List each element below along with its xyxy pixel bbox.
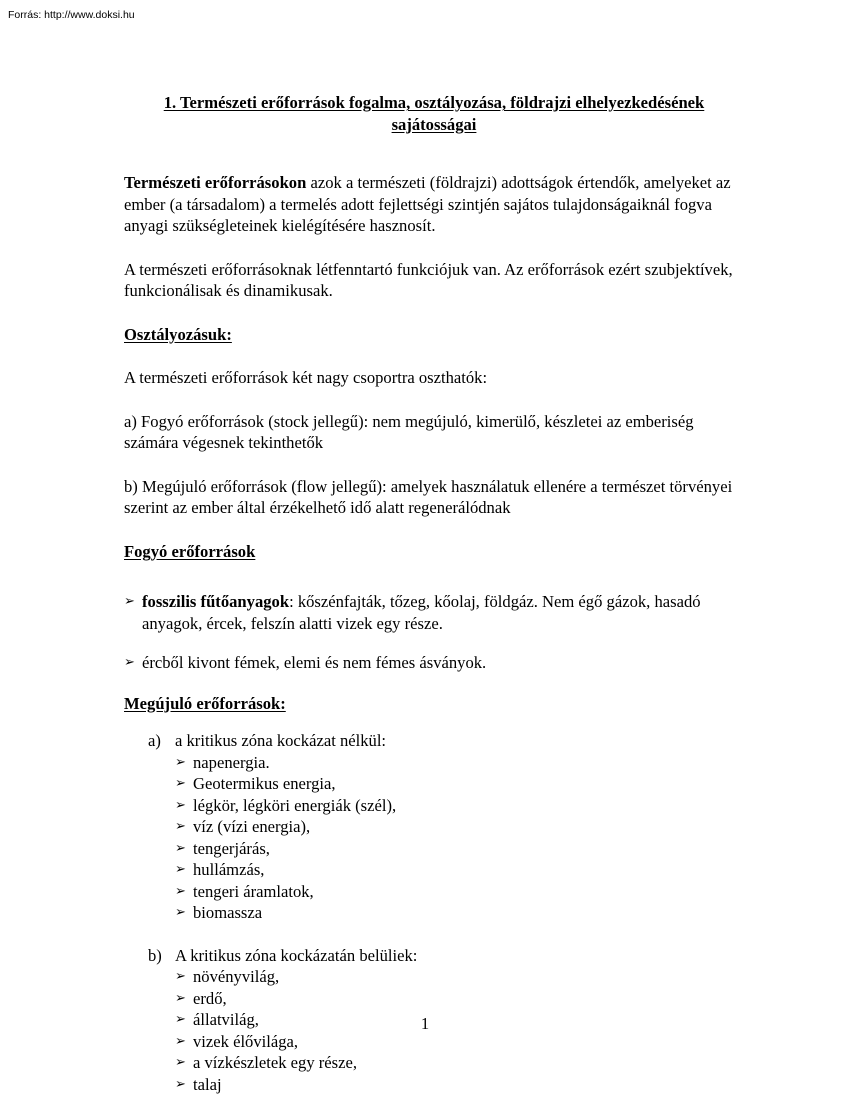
sub-item-label: tengeri áramlatok,: [193, 881, 314, 901]
list-item: [175, 902, 744, 924]
fossil-fuels-text: : kőszénfajták, tőzeg, kőolaj, földgáz. Nem égő gázok, hasadó anyagok, ércek, felszín alatti vizek egy része.: [142, 592, 701, 633]
list-item: [175, 859, 744, 881]
arrow-bullet-icon: ➢: [175, 1012, 186, 1027]
list-item: [175, 988, 744, 1010]
heading-classification-text: Osztályozásuk:: [124, 324, 232, 344]
sub-item-label: légkör, légköri energiák (szél),: [193, 795, 397, 815]
arrow-bullet-icon: ➢: [175, 797, 186, 813]
list-item: [175, 795, 744, 817]
fogyo-bullet-list: [124, 591, 744, 674]
page-title-line-2: sajátosságai: [391, 114, 477, 134]
arrow-bullet-icon: ➢: [175, 905, 186, 920]
fossil-fuels-bold-lead: fosszilis fűtőanyagok: [142, 592, 290, 611]
letter-marker-a: a): [148, 731, 161, 750]
arrow-bullet-icon: ➢: [124, 655, 135, 670]
arrow-bullet-icon: ➢: [175, 840, 186, 856]
arrow-bullet-icon: ➢: [175, 1076, 186, 1092]
sub-item-label: a vízkészletek egy része,: [193, 1053, 358, 1072]
list-item: [175, 773, 744, 795]
list-item: [175, 966, 744, 988]
group-a-label: a kritikus zóna kockázat nélkül:: [175, 731, 387, 750]
arrow-bullet-icon: ➢: [175, 990, 186, 1006]
sub-item-label: talaj: [193, 1074, 222, 1094]
list-item: [124, 591, 744, 634]
sub-item-label: biomassza: [193, 903, 263, 922]
arrow-bullet-icon: ➢: [175, 1055, 186, 1070]
intro-paragraph: [124, 172, 744, 237]
arrow-bullet-icon: ➢: [124, 594, 135, 609]
paragraph-3: A természeti erőforrások két nagy csoportra oszthatók:: [124, 368, 488, 387]
arrow-bullet-icon: ➢: [175, 883, 186, 899]
arrow-bullet-icon: ➢: [175, 969, 186, 984]
page-title-line-1: 1. Természeti erőforrások fogalma, osztályozása, földrajzi elhelyezkedésének: [163, 93, 705, 112]
list-item: [175, 752, 744, 774]
arrow-bullet-icon: ➢: [175, 776, 186, 791]
arrow-bullet-icon: ➢: [175, 862, 186, 877]
list-item: [175, 1052, 744, 1074]
paragraph-2: A természeti erőforrásoknak létfenntartó funkciójuk van. Az erőforrások ezért szubjektívek, funkcionálisak és dinamikusak.: [124, 259, 733, 300]
ores-metals-text: ércből kivont fémek, elemi és nem fémes ásványok.: [142, 653, 487, 672]
sub-item-label: víz (vízi energia),: [193, 817, 311, 836]
page-number: 1: [420, 1014, 430, 1033]
list-item: [175, 816, 744, 838]
list-item: [124, 652, 744, 674]
sub-item-label: Geotermikus energia,: [193, 774, 336, 793]
document-body: [124, 92, 744, 1095]
intro-rest: azok a természeti (földrajzi) adottságok értendők, amelyeket az ember (a társadalom) a termelés adott fejlettségi szintjén sajátos tulajdonságaiknál fogva anyagi szükségleteinek kielégítésére hasznosít.: [124, 173, 731, 235]
letter-marker-b: b): [148, 945, 162, 965]
arrow-bullet-icon: ➢: [175, 1033, 186, 1049]
page-title: [124, 92, 744, 135]
group-a-sub-list: [175, 752, 744, 924]
list-item-a-stock: a) Fogyó erőforrások (stock jellegű): nem megújuló, kimerülő, készletei az emberiség számára végesnek tekinthetők: [124, 411, 694, 452]
sub-item-label: növényvilág,: [193, 967, 280, 986]
list-item: [175, 881, 744, 903]
heading-megujulo-eroforrasok: [124, 693, 744, 715]
list-item: [175, 838, 744, 860]
group-b-label: A kritikus zóna kockázatán belüliek:: [175, 945, 418, 965]
arrow-bullet-icon: ➢: [175, 819, 186, 834]
sub-item-label: tengerjárás,: [193, 838, 270, 858]
heading-megujulo-text: Megújuló erőforrások:: [124, 693, 286, 713]
sub-item-label: vizek élővilága,: [193, 1031, 299, 1051]
sub-item-label: erdő,: [193, 988, 227, 1008]
intro-bold-lead: Természeti erőforrásokon: [124, 173, 307, 192]
sub-item-label: napenergia.: [193, 752, 270, 772]
list-item-b-flow: b) Megújuló erőforrások (flow jellegű): amelyek használatuk ellenére a természet törvényei szerint az ember által érzékelhető idő alatt regenerálódnak: [124, 476, 733, 517]
sub-item-label: hullámzás,: [193, 860, 265, 879]
megujulo-lettered-list: [148, 730, 744, 1095]
heading-fogyo-text: Fogyó erőforrások: [124, 541, 256, 561]
list-item: [148, 730, 744, 924]
sub-item-label: állatvilág,: [193, 1010, 259, 1029]
source-watermark: Forrás: http://www.doksi.hu: [8, 9, 135, 21]
heading-classification: [124, 324, 744, 346]
heading-fogyo-eroforrasok: [124, 541, 744, 563]
arrow-bullet-icon: ➢: [175, 754, 186, 770]
list-item: [175, 1074, 744, 1096]
